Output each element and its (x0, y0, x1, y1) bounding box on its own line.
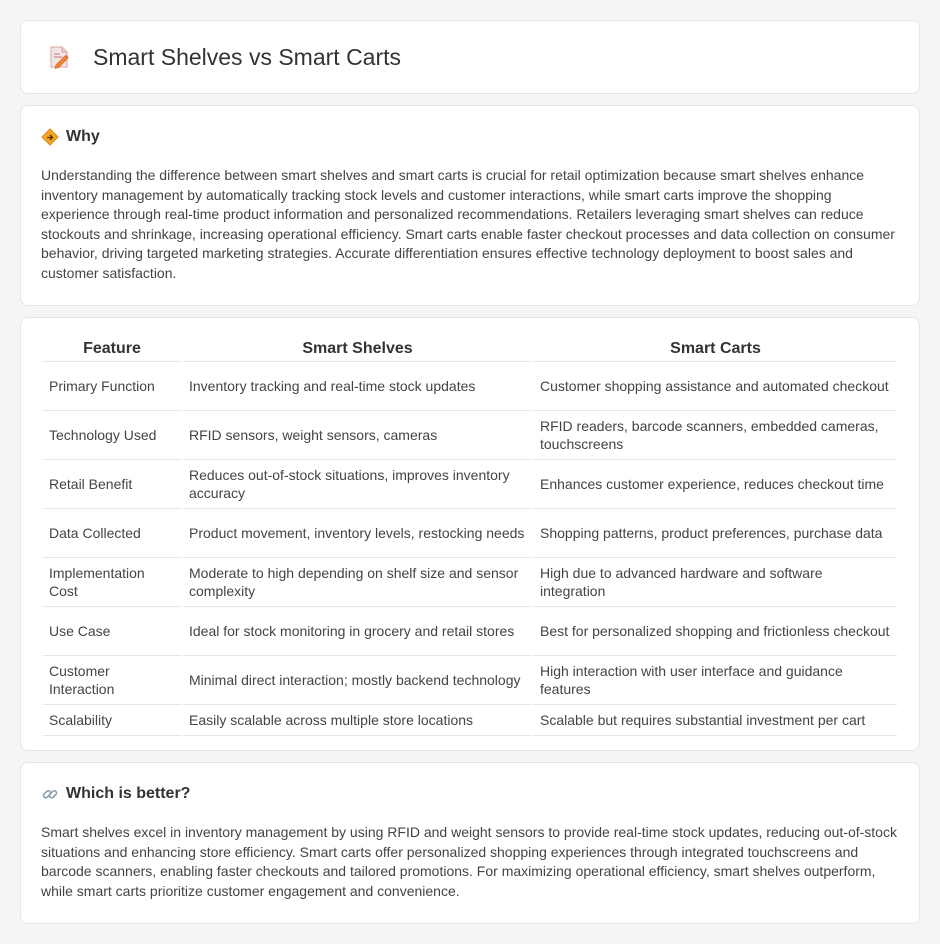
table-row (43, 411, 897, 460)
which-is-better-section (20, 762, 920, 924)
table-row (43, 362, 897, 411)
table-row (43, 460, 897, 509)
header-smart-carts: Smart Carts (534, 338, 897, 362)
feature-cell: Data Collected (43, 509, 181, 558)
smart-shelves-cell: RFID sensors, weight sensors, cameras (183, 411, 532, 460)
header-feature: Feature (43, 338, 181, 362)
diamond-sign-icon (41, 128, 59, 146)
table-row (43, 509, 897, 558)
comparison-table-card (20, 317, 920, 751)
header-smart-shelves: Smart Shelves (183, 338, 532, 362)
comparison-table (41, 338, 899, 736)
feature-cell: Customer Interaction (43, 656, 181, 705)
table-row (43, 558, 897, 607)
document-pencil-icon (45, 43, 73, 71)
smart-carts-cell: Scalable but requires substantial investment per cart (534, 705, 897, 736)
table-row (43, 607, 897, 656)
why-title: Why (66, 128, 100, 145)
feature-cell: Use Case (43, 607, 181, 656)
smart-carts-cell: RFID readers, barcode scanners, embedded cameras, touchscreens (534, 411, 897, 460)
smart-shelves-cell: Moderate to high depending on shelf size and sensor complexity (183, 558, 532, 607)
table-header-row (43, 338, 897, 362)
feature-cell: Implementation Cost (43, 558, 181, 607)
smart-carts-cell: High interaction with user interface and guidance features (534, 656, 897, 705)
smart-carts-cell: Enhances customer experience, reduces checkout time (534, 460, 897, 509)
smart-shelves-cell: Minimal direct interaction; mostly backend technology (183, 656, 532, 705)
feature-cell: Retail Benefit (43, 460, 181, 509)
smart-carts-cell: Best for personalized shopping and frictionless checkout (534, 607, 897, 656)
feature-cell: Primary Function (43, 362, 181, 411)
which-is-better-title: Which is better? (66, 785, 191, 802)
link-icon (41, 785, 59, 803)
smart-shelves-cell: Inventory tracking and real-time stock updates (183, 362, 532, 411)
smart-shelves-cell: Product movement, inventory levels, restocking needs (183, 509, 532, 558)
title-card (20, 20, 920, 94)
smart-carts-cell: High due to advanced hardware and software integration (534, 558, 897, 607)
smart-carts-cell: Customer shopping assistance and automated checkout (534, 362, 897, 411)
table-row (43, 705, 897, 736)
table-row (43, 656, 897, 705)
which-is-better-text: Smart shelves excel in inventory management by using RFID and weight sensors to provide real-time stock updates, reducing out-of-stock situations and enhancing store efficiency. Smart carts offer personalized shopping experiences through integrated touchscreens and barcode scanners, enabling faster checkouts and tailored promotions. For maximizing operational efficiency, smart shelves outperform, while smart carts prioritize customer engagement and convenience. (41, 824, 897, 899)
smart-shelves-cell: Ideal for stock monitoring in grocery and retail stores (183, 607, 532, 656)
page-title: Smart Shelves vs Smart Carts (93, 43, 402, 70)
smart-carts-cell: Shopping patterns, product preferences, purchase data (534, 509, 897, 558)
why-section (20, 105, 920, 306)
feature-cell: Technology Used (43, 411, 181, 460)
smart-shelves-cell: Reduces out-of-stock situations, improves inventory accuracy (183, 460, 532, 509)
smart-shelves-cell: Easily scalable across multiple store locations (183, 705, 532, 736)
why-text: Understanding the difference between smart shelves and smart carts is crucial for retail optimization because smart shelves enhance inventory management by automatically tracking stock levels and customer interactions, while smart carts improve the shopping experience through real-time product information and personalized recommendations. Retailers leveraging smart shelves can reduce stockouts and shrinkage, increasing operational efficiency. Smart carts enable faster checkout processes and data collection on consumer behavior, driving targeted marketing strategies. Accurate differentiation ensures effective technology deployment to boost sales and customer satisfaction. (41, 167, 895, 281)
feature-cell: Scalability (43, 705, 181, 736)
